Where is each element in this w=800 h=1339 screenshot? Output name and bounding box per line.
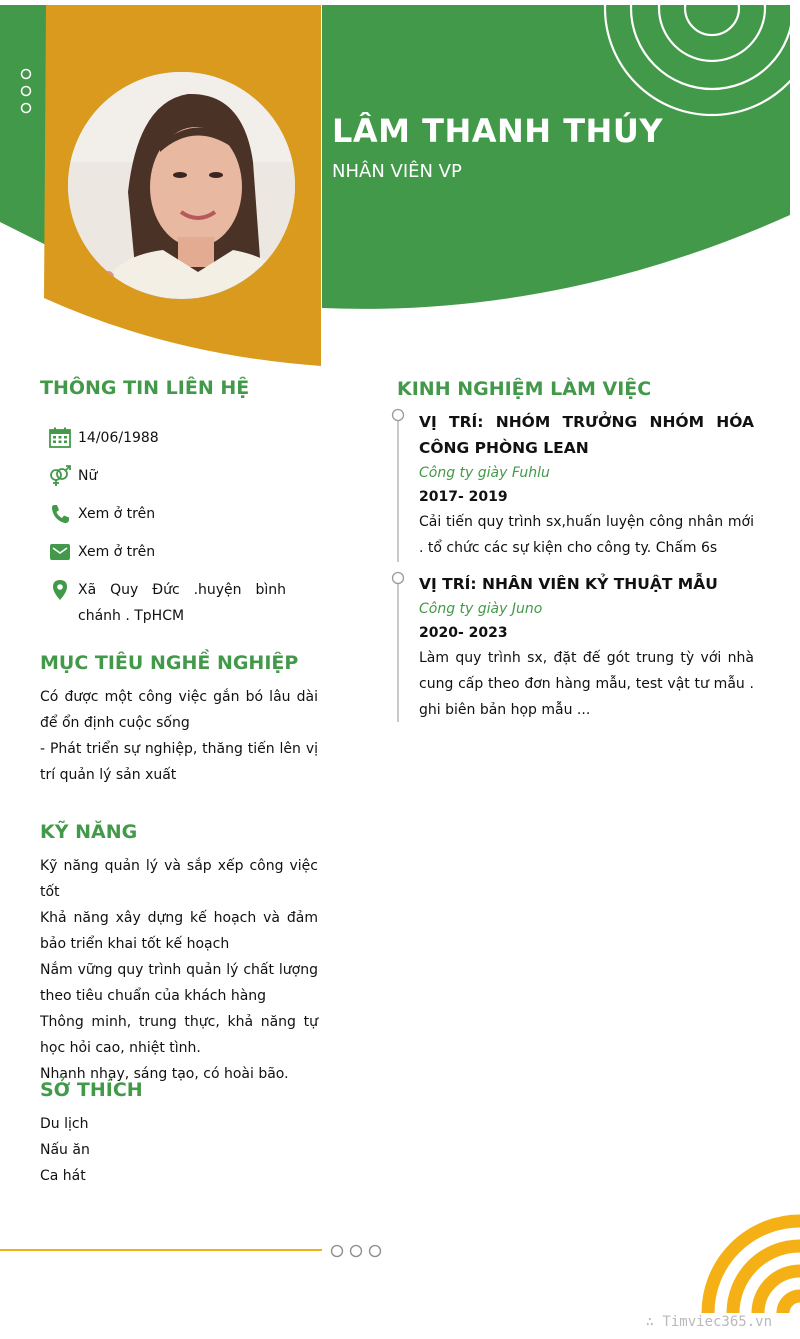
skill-item: Khả năng xây dựng kế hoạch và đảm bảo triển khai tốt kế hoạch [40, 910, 318, 952]
hobbies-heading: SỞ THÍCH [40, 1079, 143, 1101]
skill-item: Nắm vững quy trình quản lý chất lượng theo tiêu chuẩn của khách hàng [40, 962, 318, 1004]
experience-description: Làm quy trình sx, đặt đế gót trung tỳ với nhà cung cấp theo đơn hàng mẫu, test vật tư mẫu . ghi biên bản họp mẫu ... [419, 650, 754, 718]
experience-period: 2020- 2023 [419, 625, 508, 641]
experience-period: 2017- 2019 [419, 489, 508, 505]
skills-list [40, 853, 318, 1087]
job-title: NHÂN VIÊN VP [332, 161, 462, 182]
location-icon [48, 579, 72, 601]
objective-text [40, 684, 318, 788]
calendar-icon [48, 427, 72, 449]
experience-description: Cải tiến quy trình sx,huấn luyện công nhân mới . tổ chức các sự kiện cho công ty. Chấm 6s [419, 514, 754, 556]
hobby-item: Ca hát [40, 1168, 86, 1184]
hobby-item: Nấu ăn [40, 1142, 90, 1158]
skill-item: Thông minh, trung thực, khả năng tự học hỏi cao, nhiệt tình. [40, 1014, 318, 1056]
experience-position: VỊ TRÍ: NHÂN VIÊN KỶ THUẬT MẪU [419, 575, 718, 593]
phone-value: Xem ở trên [78, 506, 156, 522]
experience-heading: KINH NGHIỆM LÀM VIỆC [397, 378, 652, 400]
hobby-item: Du lịch [40, 1116, 89, 1132]
address-value: Xã Quy Đức .huyện bình chánh . TpHCM [78, 582, 286, 624]
objective-line: - Phát triển sự nghiệp, thăng tiến lên vị trí quản lý sản xuất [40, 741, 318, 783]
candidate-name: LÂM THANH THÚY [332, 112, 663, 150]
objective-line: Có được một công việc gắn bó lâu dài để ổn định cuộc sống [40, 689, 318, 731]
skill-item: Nhanh nhạy, sáng tạo, có hoài bão. [40, 1066, 289, 1082]
experience-company: Công ty giày Juno [419, 601, 543, 617]
experience-position: VỊ TRÍ: NHÓM TRƯỞNG NHÓM HÓA CÔNG PHÒNG LEAN [419, 413, 754, 457]
avatar [68, 72, 295, 299]
skill-item: Kỹ năng quản lý và sắp xếp công việc tốt [40, 858, 318, 900]
birthdate-value: 14/06/1988 [78, 430, 159, 446]
gender-icon [48, 465, 72, 487]
watermark: ∴ Timviec365.vn [645, 1314, 772, 1330]
experience-item-2 [419, 571, 754, 723]
gender-value: Nữ [78, 468, 98, 484]
contact-heading: THÔNG TIN LIÊN HỆ [40, 377, 250, 399]
hobbies-list [40, 1111, 318, 1189]
objective-heading: MỤC TIÊU NGHỀ NGHIỆP [40, 652, 299, 674]
experience-item-1 [419, 409, 754, 561]
email-icon [48, 541, 72, 563]
skills-heading: KỸ NĂNG [40, 821, 138, 843]
phone-icon [48, 503, 72, 525]
email-value: Xem ở trên [78, 544, 156, 560]
watermark-text: Timviec365.vn [662, 1314, 772, 1330]
avatar-photo [68, 72, 295, 299]
experience-company: Công ty giày Fuhlu [419, 465, 550, 481]
